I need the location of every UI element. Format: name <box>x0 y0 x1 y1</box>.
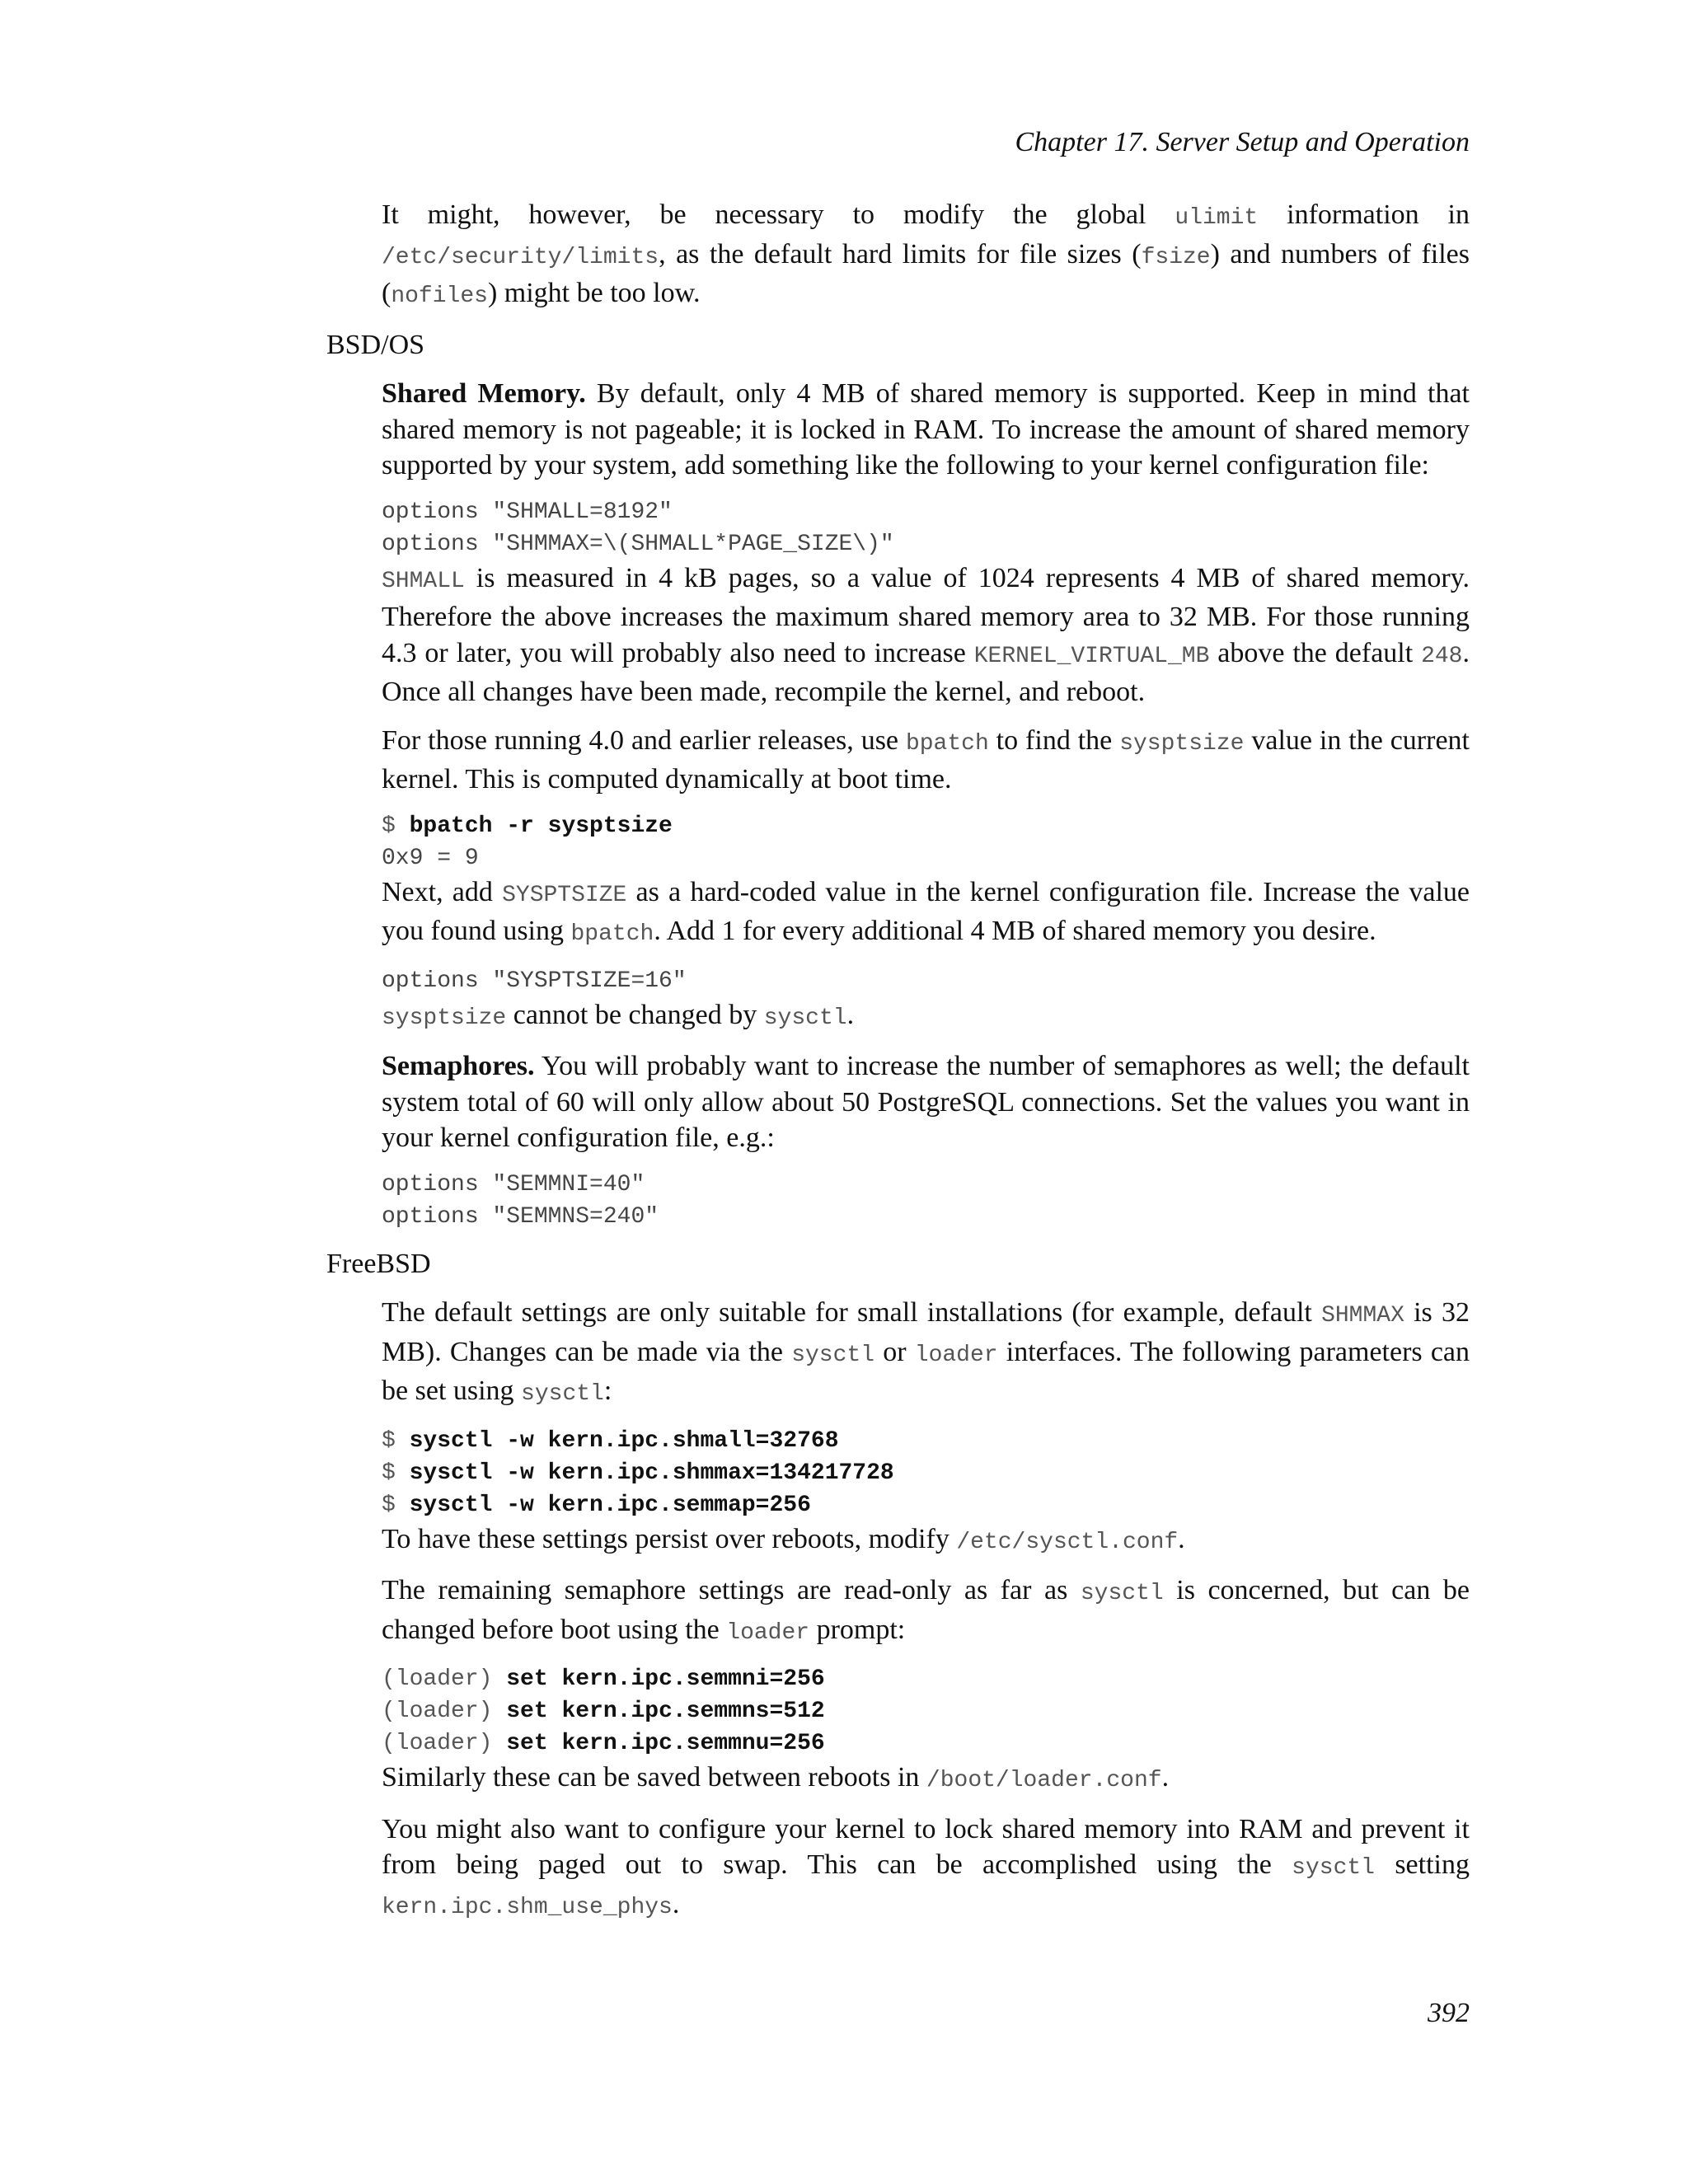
loader-prompt: (loader) <box>382 1666 507 1692</box>
inline-code: sysctl <box>1292 1855 1375 1881</box>
inline-code: sysptsize <box>382 1005 507 1031</box>
command-output: 0x9 = 9 <box>382 845 479 871</box>
code-line <box>382 1727 1470 1760</box>
text-run: above the default <box>1209 637 1422 668</box>
persist-paragraph <box>382 1521 1470 1561</box>
text-run: is 32 MB). Changes can be made via the <box>382 1297 1470 1367</box>
shm-code-block <box>382 496 1470 560</box>
shell-command: sysctl -w kern.ipc.semmap=256 <box>409 1492 811 1518</box>
sysctl-code-block <box>382 1425 1470 1521</box>
code-line <box>382 1457 1470 1489</box>
shell-prompt: $ <box>382 1492 410 1518</box>
code-line <box>382 1695 1470 1727</box>
text-run: It might, however, be necessary to modify the global <box>382 199 1175 230</box>
text-run: To have these settings persist over reboots, modify <box>382 1523 957 1554</box>
code-line: options "SEMMNI=40" <box>382 1171 645 1197</box>
sysptsize-paragraph <box>382 874 1470 953</box>
inline-code: SHMMAX <box>1321 1303 1404 1329</box>
code-line <box>382 1489 1470 1521</box>
loader-command: set kern.ipc.semmni=256 <box>506 1666 825 1692</box>
paragraph-lead: Shared Memory. <box>382 378 586 409</box>
text-run: . <box>1161 1762 1170 1793</box>
shell-command: sysctl -w kern.ipc.shmmax=134217728 <box>409 1460 894 1486</box>
text-run: information in <box>1258 199 1470 230</box>
sem-code-block <box>382 1169 1470 1233</box>
text-run: as a hard-coded value in the kernel configuration file. Increase the value you found using <box>382 876 1470 946</box>
sysptsize-code-block <box>382 965 1470 997</box>
code-line <box>382 1425 1470 1457</box>
inline-code: sysctl <box>791 1342 875 1368</box>
text-run: The default settings are only suitable for small installations (for example, default <box>382 1297 1322 1328</box>
text-run: , as the default hard limits for file sizes ( <box>659 238 1142 269</box>
shell-prompt: $ <box>382 1427 410 1454</box>
text-run: is measured in 4 kB pages, so a value of 1024 represents 4 MB of shared memory. Therefore the above increases the maximum shared memory area to 32 MB. For those running 4.3 or later, you will probably also need to increase <box>382 562 1470 668</box>
inline-code: KERNEL_VIRTUAL_MB <box>973 643 1210 669</box>
shell-command: sysctl -w kern.ipc.shmall=32768 <box>409 1427 839 1454</box>
inline-code: sysctl <box>521 1381 604 1407</box>
remaining-semaphores-paragraph <box>382 1572 1470 1651</box>
text-run: The remaining semaphore settings are read-only as far as <box>382 1575 1081 1605</box>
code-line <box>382 810 1470 842</box>
shell-prompt: $ <box>382 1460 410 1486</box>
inline-code: SYSPTSIZE <box>502 882 627 908</box>
text-run: . <box>846 999 855 1030</box>
text-run: cannot be changed by <box>506 999 764 1030</box>
inline-code: bpatch <box>570 921 654 947</box>
loader-prompt: (loader) <box>382 1699 507 1724</box>
inline-code: loader <box>914 1342 998 1368</box>
inline-code: sysptsize <box>1119 730 1245 757</box>
code-line <box>382 1663 1470 1695</box>
text-run: setting <box>1375 1849 1470 1880</box>
freebsd-defaults-paragraph <box>382 1295 1470 1413</box>
text-run: is concerned, but can be changed before boot using the <box>382 1575 1470 1645</box>
text-run: . Once all changes have been made, recompile the kernel, and reboot. <box>382 637 1470 707</box>
inline-code: kern.ipc.shm_use_phys <box>382 1894 673 1920</box>
running-header: Chapter 17. Server Setup and Operation <box>1015 127 1470 157</box>
page-number: 392 <box>1428 1998 1470 2028</box>
inline-code: sysctl <box>1080 1581 1164 1606</box>
text-run: Similarly these can be saved between reboots in <box>382 1762 926 1793</box>
inline-code: 248 <box>1421 643 1463 669</box>
inline-code: bpatch <box>905 730 989 757</box>
inline-code: SHMALL <box>382 568 465 594</box>
text-run: ) might be too low. <box>487 278 701 308</box>
code-line: options "SHMALL=8192" <box>382 499 673 525</box>
text-run: : <box>603 1376 612 1406</box>
text-run: . Add 1 for every additional 4 MB of shared memory you desire. <box>654 916 1376 946</box>
text-run: interfaces. The following parameters can be set using <box>382 1336 1470 1406</box>
inline-code: fsize <box>1141 244 1211 270</box>
bpatch-paragraph <box>382 723 1470 798</box>
lock-memory-paragraph <box>382 1811 1470 1926</box>
page-content <box>0 197 1688 1938</box>
loader-command: set kern.ipc.semmnu=256 <box>506 1731 825 1756</box>
inline-code: /boot/loader.conf <box>926 1768 1162 1793</box>
text-run: . <box>672 1888 680 1919</box>
section-term-freebsd: FreeBSD <box>326 1248 431 1279</box>
inline-code: ulimit <box>1175 205 1259 231</box>
text-run: Next, add <box>382 876 503 907</box>
bpatch-code-block <box>382 810 1470 874</box>
inline-code: loader <box>726 1619 810 1646</box>
shared-memory-paragraph <box>382 376 1470 484</box>
sysctl-note <box>382 997 1470 1037</box>
text-run: By default, only 4 MB of shared memory is supported. Keep in mind that shared memory is not pageable; it is locked in RAM. To increase the amount of shared memory supported by your system, add something like the following to your kernel configuration file: <box>382 378 1470 480</box>
shell-prompt: $ <box>382 813 410 839</box>
text-run: You will probably want to increase the number of semaphores as well; the default system total of 60 will only allow about 50 PostgreSQL connections. Set the values you want in your kernel configuration file, e.g.: <box>382 1051 1470 1153</box>
shell-command: bpatch -r sysptsize <box>409 813 673 839</box>
inline-code: /etc/security/limits <box>382 244 659 270</box>
code-line: options "SHMMAX=\(SHMALL*PAGE_SIZE\)" <box>382 531 894 557</box>
saved-paragraph <box>382 1760 1470 1799</box>
text-run: to find the <box>988 724 1120 756</box>
inline-code: nofiles <box>391 284 488 309</box>
semaphores-paragraph <box>382 1048 1470 1156</box>
inline-code: sysctl <box>763 1005 847 1031</box>
section-term-bsdos: BSD/OS <box>326 329 425 360</box>
shmall-paragraph <box>382 560 1470 710</box>
loader-command: set kern.ipc.semmns=512 <box>506 1699 825 1724</box>
loader-code-block <box>382 1663 1470 1760</box>
text-run: or <box>874 1336 915 1367</box>
text-run: value in the current kernel. This is computed dynamically at boot time. <box>382 724 1470 794</box>
paragraph-lead: Semaphores. <box>382 1051 535 1081</box>
code-line: options "SEMMNS=240" <box>382 1203 659 1230</box>
text-run: You might also want to configure your kernel to lock shared memory into RAM and prevent it from being paged out to swap. This can be accomplished using the <box>382 1813 1470 1880</box>
text-run: . <box>1178 1523 1185 1554</box>
text-run: For those running 4.0 and earlier releases, use <box>382 724 906 756</box>
inline-code: /etc/sysctl.conf <box>956 1529 1179 1555</box>
text-run: ) and numbers of files ( <box>382 238 1470 308</box>
code-line: options "SYSPTSIZE=16" <box>382 968 687 994</box>
text-run: prompt: <box>809 1614 906 1645</box>
loader-prompt: (loader) <box>382 1731 507 1756</box>
intro-paragraph <box>382 197 1470 315</box>
